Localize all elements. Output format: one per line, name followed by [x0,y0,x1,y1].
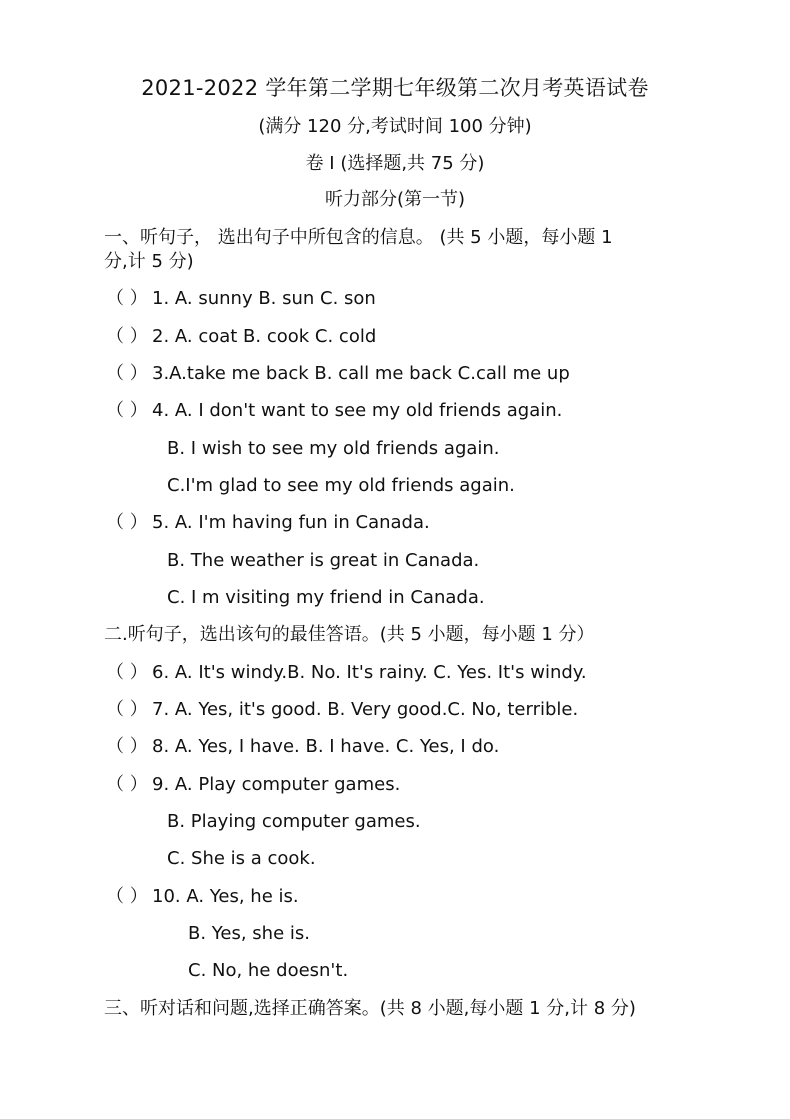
question-5 [106,511,430,535]
question-4-option-b: B. I wish to see my old friends again. [167,438,500,459]
answer-blank: （ ） [106,288,148,309]
question-text: 1. A. sunny B. sun C. son [152,288,376,309]
question-text: 8. A. Yes, I have. B. I have. C. Yes, I do. [152,736,500,757]
question-10 [106,885,299,909]
section1-heading-line2: 分,计 5 分) [104,251,194,272]
answer-blank: （ ） [106,774,148,795]
exam-subtitle: (满分 120 分,考试时间 100 分钟) [258,116,532,137]
answer-blank: （ ） [106,400,148,421]
question-7 [106,698,578,722]
question-text: 5. A. I'm having fun in Canada. [152,512,430,533]
question-9-option-c: C. She is a cook. [167,848,316,869]
question-6 [106,661,587,685]
question-10-option-c: C. No, he doesn't. [188,960,349,981]
question-8 [106,735,499,759]
question-text: 2. A. coat B. cook C. cold [152,326,377,347]
section1-heading-line1: 一、听句子， 选出句子中所包含的信息。 (共 5 小题，每小题 1 [104,227,613,248]
section2-heading: 二.听句子，选出该句的最佳答语。(共 5 小题，每小题 1 分） [104,624,595,645]
exam-title: 2021-2022 学年第二学期七年级第二次月考英语试卷 [141,76,649,100]
question-text: 4. A. I don't want to see my old friends again. [152,400,563,421]
question-5-option-c: C. I m visiting my friend in Canada. [167,587,485,608]
answer-blank: （ ） [106,662,148,683]
question-4-option-c: C.I'm glad to see my old friends again. [167,475,515,496]
question-text: 9. A. Play computer games. [152,774,401,795]
section3-heading: 三、听对话和问题,选择正确答案。(共 8 小题,每小题 1 分,计 8 分) [104,998,636,1019]
answer-blank: （ ） [106,886,148,907]
answer-blank: （ ） [106,512,148,533]
answer-blank: （ ） [106,326,148,347]
question-2 [106,325,376,349]
question-10-option-b: B. Yes, she is. [188,923,310,944]
question-5-option-b: B. The weather is great in Canada. [167,550,480,571]
part-heading: 听力部分(第一节) [324,189,466,210]
question-9-option-b: B. Playing computer games. [167,811,421,832]
question-9 [106,773,400,797]
question-text: 6. A. It's windy.B. No. It's rainy. C. Yes. It's windy. [152,662,587,683]
answer-blank: （ ） [106,699,148,720]
question-text: 10. A. Yes, he is. [152,886,299,907]
question-3 [106,362,570,386]
question-4 [106,399,562,423]
answer-blank: （ ） [106,736,148,757]
question-text: 7. A. Yes, it's good. B. Very good.C. No, terrible. [152,699,579,720]
question-1 [106,287,376,311]
question-text: 3.A.take me back B. call me back C.call me up [152,363,570,384]
volume-heading: 卷 I (选择题,共 75 分) [305,153,485,174]
answer-blank: （ ） [106,363,148,384]
